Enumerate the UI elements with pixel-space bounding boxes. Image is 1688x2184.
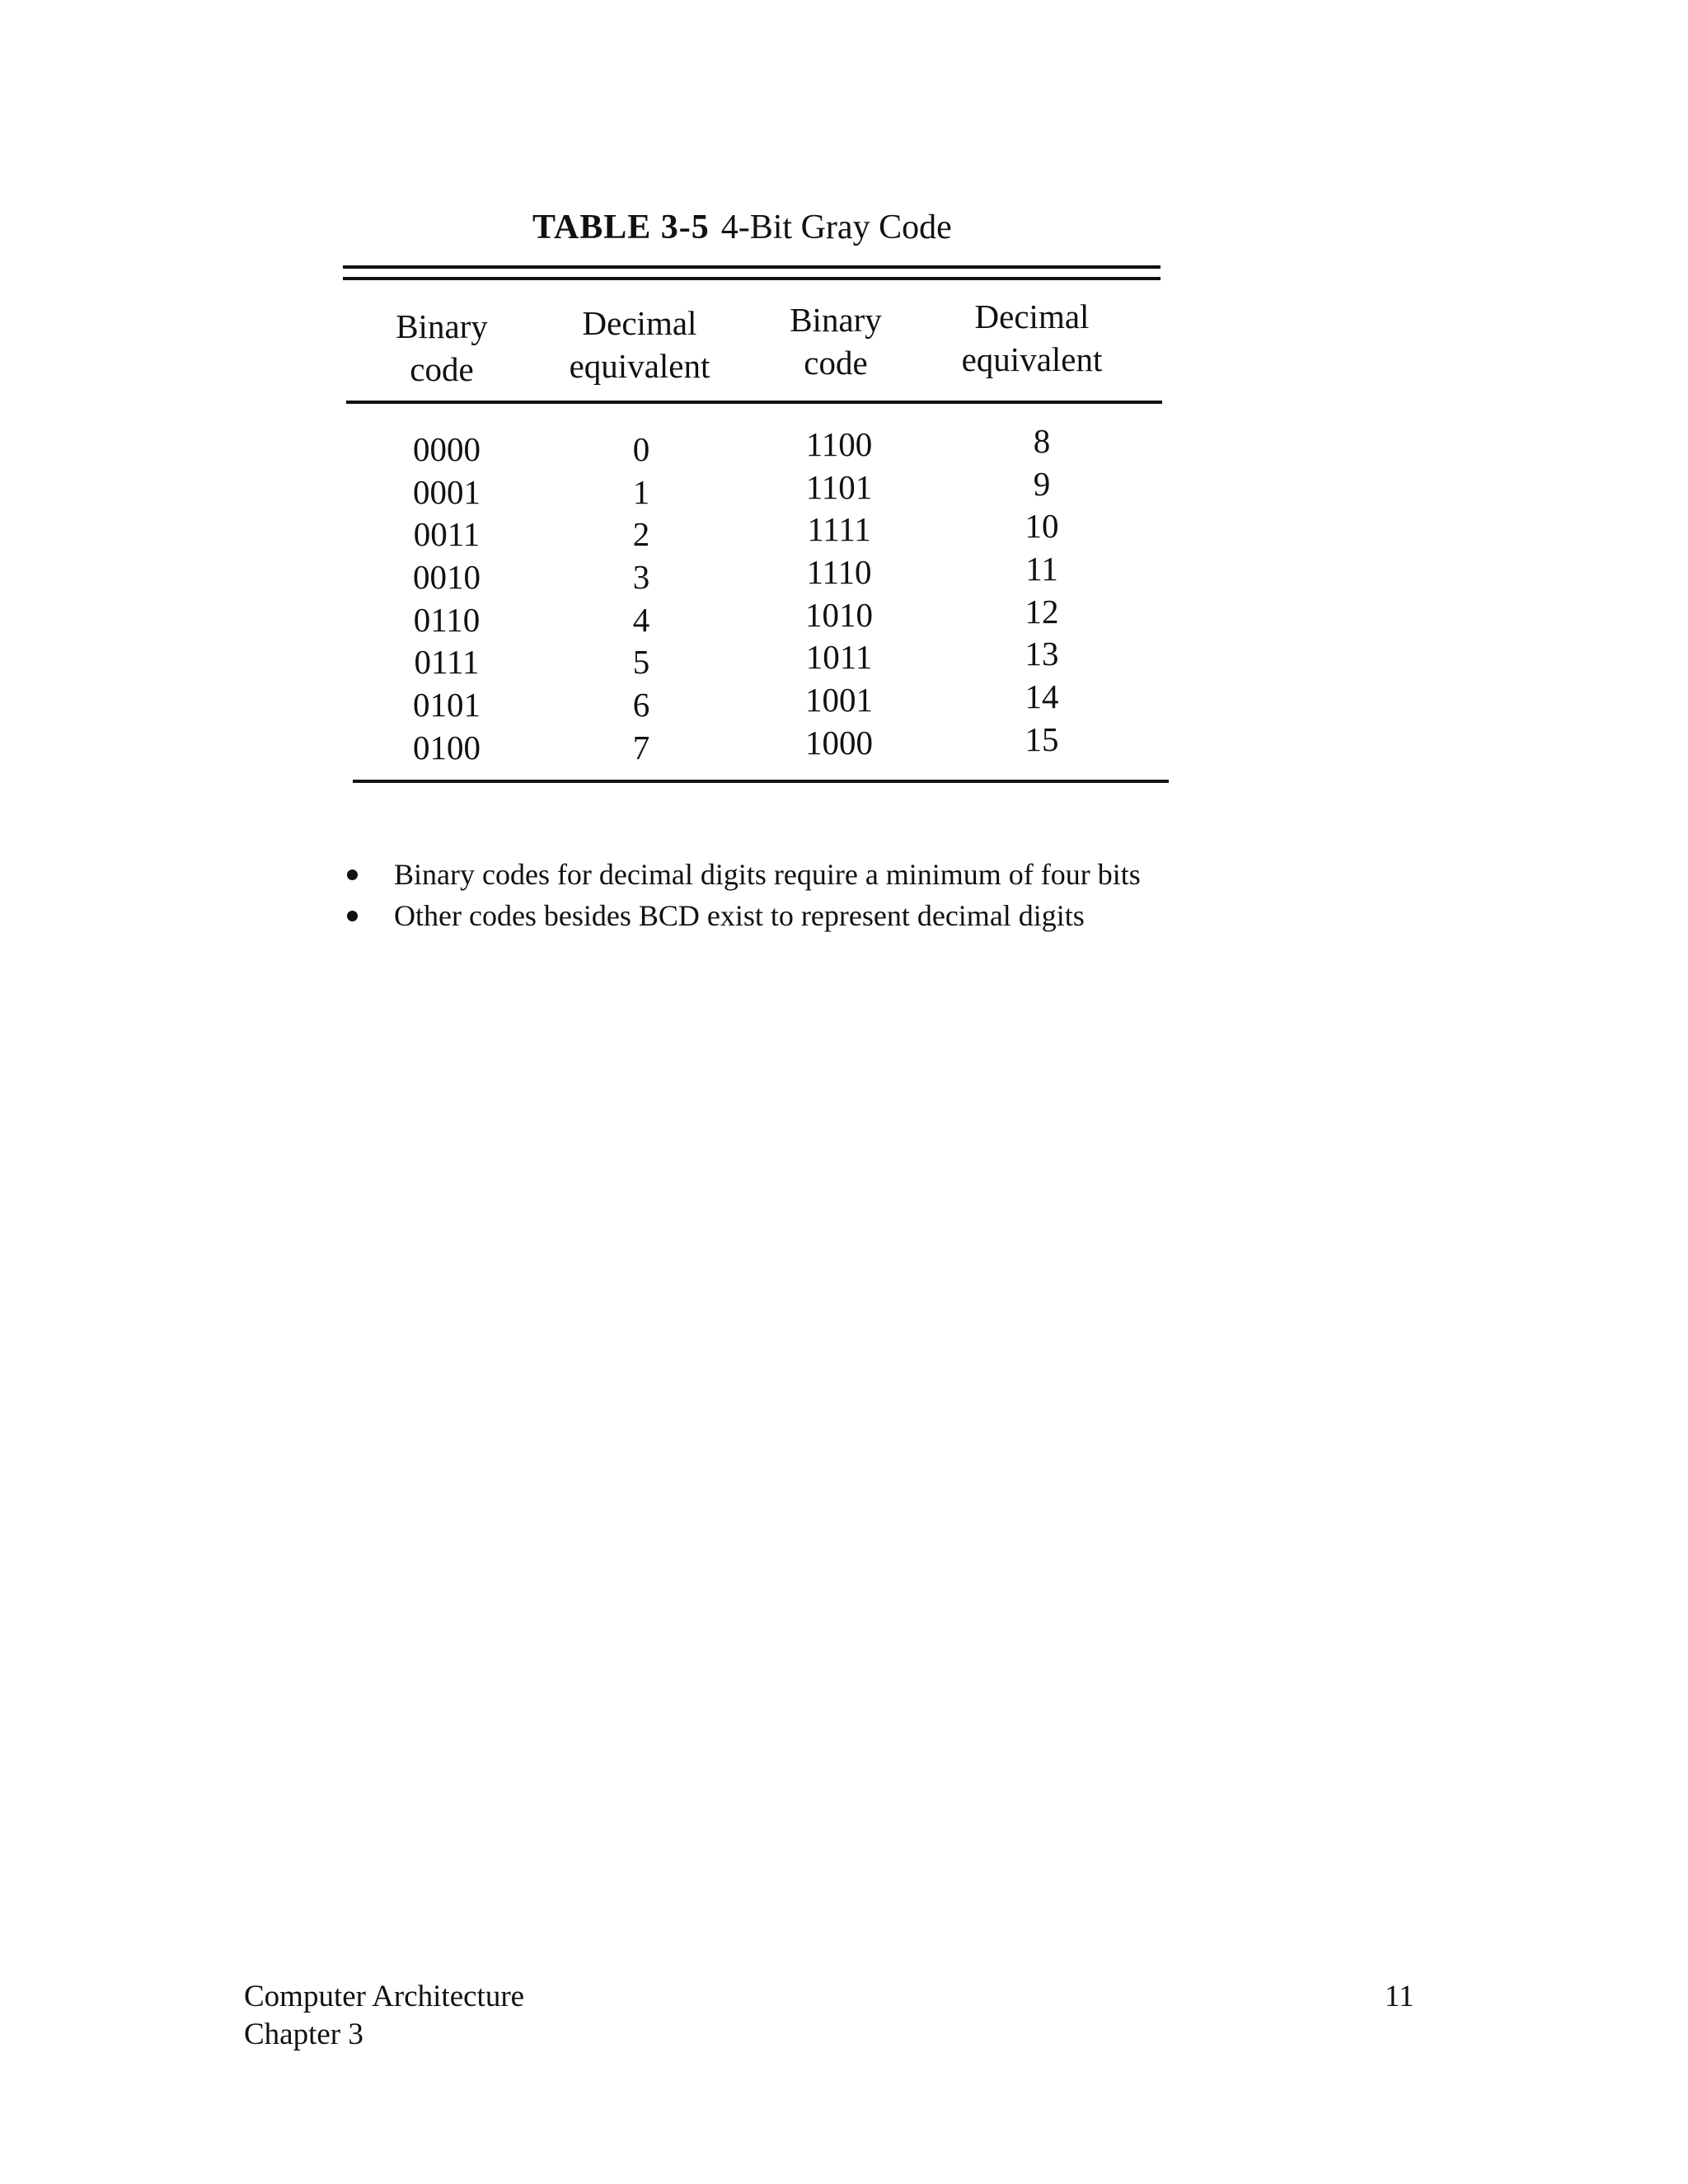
table-cell: 0010 bbox=[413, 558, 481, 597]
table-cell: 5 bbox=[632, 643, 650, 682]
header-line: Binary bbox=[396, 307, 488, 345]
footer-course-title: Computer Architecture bbox=[244, 1980, 525, 2013]
table-cell: 1 bbox=[632, 472, 650, 511]
list-item-text: Other codes besides BCD exist to represent decimal digits bbox=[394, 899, 1085, 932]
table-cell: 3 bbox=[632, 558, 650, 597]
table-cell: 1100 bbox=[805, 425, 873, 463]
header-line: Binary bbox=[790, 301, 882, 339]
table-cell: 0001 bbox=[413, 472, 481, 511]
table-caption bbox=[532, 208, 952, 247]
table-cell: 1011 bbox=[805, 638, 873, 677]
table-column-binary-code-2 bbox=[757, 424, 921, 765]
header-line: code bbox=[804, 344, 868, 382]
list-item bbox=[338, 854, 1141, 895]
table-caption-title: 4-Bit Gray Code bbox=[720, 209, 952, 246]
table-cell: 12 bbox=[1025, 592, 1059, 630]
table-cell: 7 bbox=[632, 728, 650, 766]
table-cell: 6 bbox=[632, 686, 650, 724]
table-cell: 1101 bbox=[805, 467, 873, 506]
table-cell: 2 bbox=[632, 515, 650, 554]
table-top-rule bbox=[343, 265, 1160, 269]
table-cell: 1111 bbox=[807, 510, 871, 549]
table-top-rule-inner bbox=[343, 277, 1160, 280]
table-cell: 0111 bbox=[414, 643, 480, 682]
page-footer bbox=[244, 1978, 524, 2054]
column-header-decimal-equivalent-1 bbox=[532, 302, 747, 387]
table-cell: 11 bbox=[1025, 550, 1058, 588]
table-cell: 1110 bbox=[806, 553, 872, 592]
bullet-icon bbox=[347, 869, 358, 880]
table-column-binary-code-1 bbox=[364, 429, 529, 770]
table-column-decimal-equivalent-1 bbox=[559, 429, 724, 770]
header-line: Decimal bbox=[582, 304, 697, 342]
bullet-list bbox=[338, 854, 1141, 936]
table-cell: 0100 bbox=[413, 728, 481, 766]
list-item-text: Binary codes for decimal digits require a minimum of four bits bbox=[394, 858, 1141, 891]
footer-chapter: Chapter 3 bbox=[244, 2018, 363, 2051]
table-cell: 14 bbox=[1025, 677, 1059, 716]
table-column-decimal-equivalent-2 bbox=[959, 420, 1124, 762]
table-bottom-rule bbox=[353, 780, 1169, 783]
column-header-binary-code-1 bbox=[335, 305, 549, 391]
header-line: code bbox=[410, 350, 474, 388]
table-cell: 4 bbox=[632, 600, 650, 639]
header-line: equivalent bbox=[569, 347, 710, 385]
column-header-decimal-equivalent-2 bbox=[925, 295, 1139, 381]
header-line: equivalent bbox=[961, 340, 1103, 378]
table-caption-number: TABLE 3-5 bbox=[532, 209, 710, 246]
table-cell: 1010 bbox=[805, 595, 873, 634]
table-cell: 1000 bbox=[805, 723, 873, 762]
table-cell: 0000 bbox=[413, 430, 481, 468]
table-cell: 15 bbox=[1025, 719, 1059, 758]
table-cell: 8 bbox=[1033, 422, 1051, 460]
table-cell: 0 bbox=[632, 430, 650, 468]
column-header-binary-code-2 bbox=[729, 298, 943, 384]
table-header-rule bbox=[346, 401, 1162, 404]
table-cell: 1001 bbox=[805, 681, 873, 719]
table-cell: 0110 bbox=[413, 600, 481, 639]
table-cell: 13 bbox=[1025, 635, 1059, 673]
page-number: 11 bbox=[1385, 1980, 1414, 2013]
table-cell: 0011 bbox=[413, 515, 481, 554]
bullet-icon bbox=[347, 911, 358, 921]
header-line: Decimal bbox=[974, 298, 1090, 335]
table-cell: 9 bbox=[1033, 464, 1051, 503]
list-item bbox=[338, 895, 1141, 936]
table-cell: 10 bbox=[1025, 507, 1059, 546]
table-cell: 0101 bbox=[413, 686, 481, 724]
